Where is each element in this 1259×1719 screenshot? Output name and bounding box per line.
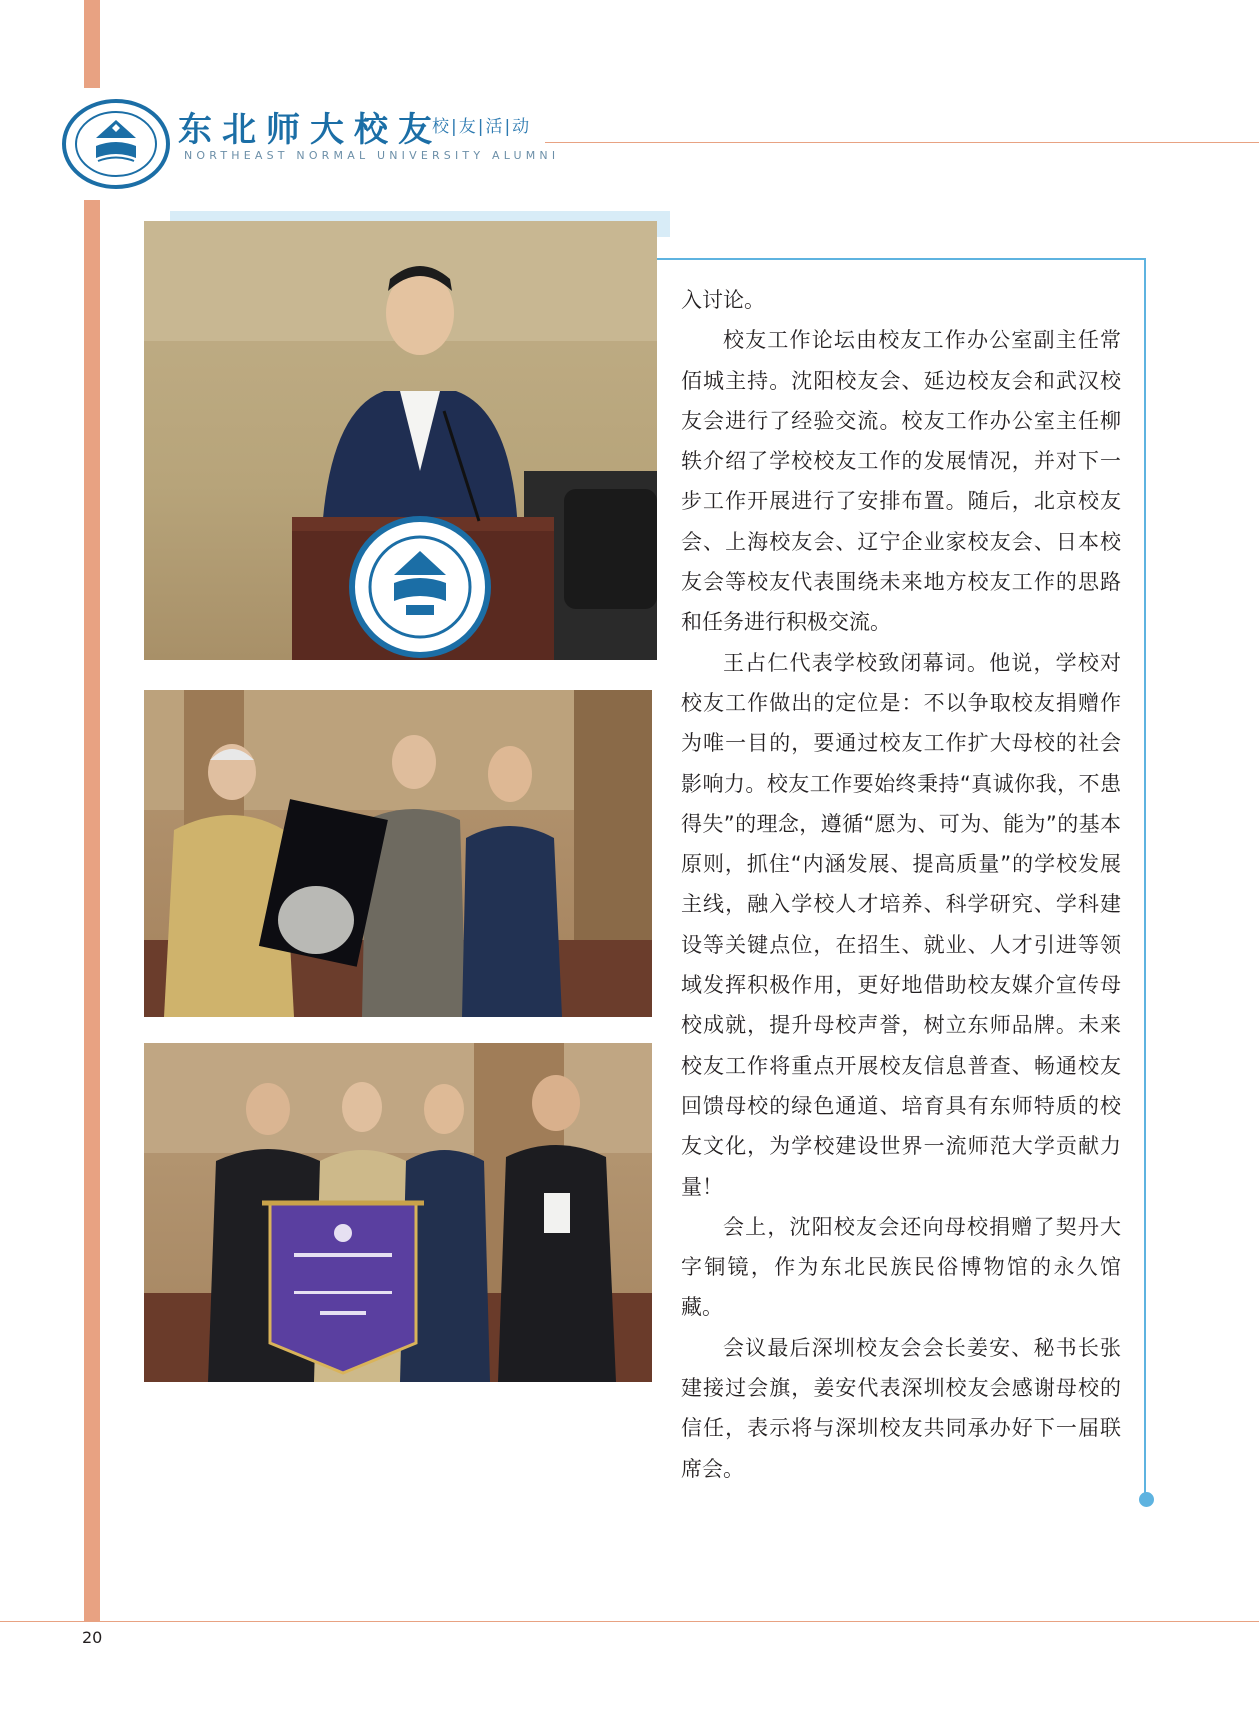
banner-handover-photo bbox=[144, 1043, 652, 1382]
northeast-normal-university-seal-icon bbox=[144, 221, 657, 660]
magazine-title: 东北师大校友 bbox=[178, 110, 442, 150]
article-paragraph: 入讨论。 bbox=[681, 288, 765, 312]
gift-presentation-photo bbox=[144, 690, 652, 1017]
magazine-subtitle-en: NORTHEAST NORMAL UNIVERSITY ALUMNI bbox=[184, 149, 560, 162]
article-paragraph: 会上，沈阳校友会还向母校捐赠了契丹大字铜镜，作为东北民族民俗博物馆的永久馆藏。 bbox=[681, 1214, 1121, 1320]
left-accent-bar bbox=[84, 0, 100, 1622]
purple-pennant-icon bbox=[144, 1043, 652, 1382]
article-paragraph: 会议最后深圳校友会会长姜安、秘书长张建接过会旗，姜安代表深圳校友会感谢母校的信任，表示将与深圳校友共同承办好下一届联席会。 bbox=[681, 1335, 1121, 1481]
frame-end-dot bbox=[1139, 1492, 1154, 1507]
speaker-at-podium-photo bbox=[144, 221, 657, 660]
article-body bbox=[681, 280, 1121, 1489]
article-paragraph: 王占仁代表学校致闭幕词。他说，学校对校友工作做出的定位是：不以争取校友捐赠作为唯一目的，要通过校友工作扩大母校的社会影响力。校友工作要始终秉持“真诚你我，不患得失”的理念，遵循“愿为、可为、能为”的基本原则，抓住“内涵发展、提高质量”的学校发展主线，融入学校人才培养、科学研究、学科建设等关键点位，在招生、就业、人才引进等领域发挥积极作用，更好地借助校友媒介宣传母校成就，提升母校声誉，树立东师品牌。未来校友工作将重点开展校友信息普查、畅通校友回馈母校的绿色通道、培育具有东师特质的校友文化，为学校建设世界一流师范大学贡献力量！ bbox=[681, 650, 1121, 1199]
header-divider bbox=[545, 142, 1259, 143]
page-number: 20 bbox=[82, 1628, 103, 1647]
footer-divider bbox=[0, 1621, 1259, 1622]
article-paragraph: 校友工作论坛由校友工作办公室副主任常佰城主持。沈阳校友会、延边校友会和武汉校友会进行了经验交流。校友工作办公室主任柳轶介绍了学校校友工作的发展情况，并对下一步工作开展进行了安排布置。随后，北京校友会、上海校友会、辽宁企业家校友会、日本校友会等校友代表围绕未来地方校友工作的思路和任务进行积极交流。 bbox=[681, 328, 1121, 635]
section-label: 校|友|活|动 bbox=[432, 117, 532, 137]
university-seal-icon bbox=[60, 98, 172, 190]
